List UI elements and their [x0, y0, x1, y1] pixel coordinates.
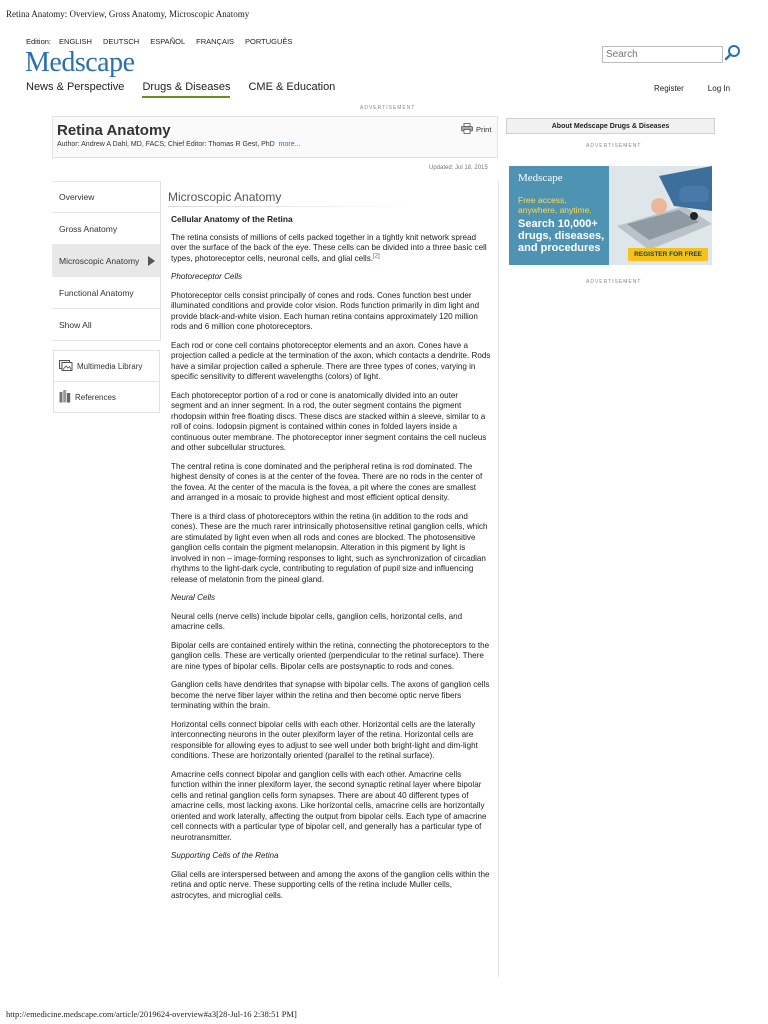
- ad-tagline-line: anywhere, anytime.: [518, 205, 592, 215]
- section-nav-label: Show All: [59, 319, 92, 330]
- paragraph: Amacrine cells connect bipolar and ganglion cells with each other. Amacrine cells function within the inner plexiform layer, the second synaptic retinal layer where bipolar cells and retinal ganglion cells form synapses. There are about 40 different types of amacrine cells, most lacking axons. Like horizontal cells, amacrine cells are horizontally oriented and work laterally, affecting the output from bipolar cells. Each type of amacrine cell connects with a particular type of bipolar cell, and generally has a particular type of neurotransmitter.: [171, 769, 487, 842]
- subsection-title: Photoreceptor Cells: [171, 272, 243, 281]
- paragraph: Ganglion cells have dendrites that synapse with bipolar cells. The axons of ganglion cells become the nerve fiber layer within the retina and then become optic nerve fibers terminating within the brain.: [171, 680, 490, 710]
- medscape-ad-banner[interactable]: [509, 166, 712, 265]
- ad-tagline: [518, 195, 592, 215]
- ad-headline-line: and procedures: [518, 242, 601, 254]
- multimedia-library-link[interactable]: [54, 351, 159, 382]
- paragraph: Horizontal cells connect bipolar cells with each other. Horizontal cells are the laterally interconnecting neurons in the outer plexiform layer of the retina. Horizontal cells are responsible for allowing eyes to adjust to see well under both bright-light and dim-light conditions. These are horizontally oriented (parallel to the retinal surface).: [171, 719, 478, 760]
- medscape-logo[interactable]: Medscape: [25, 47, 135, 78]
- section-divider: [168, 206, 416, 207]
- paragraph-text: The retina consists of millions of cells packed together in a tightly knit network spread over the surface of the back of the eye. These cells can be divided into a three basic cell types, photoreceptor cells, neuronal cells, and glial cells.: [171, 232, 487, 263]
- article-authors: [57, 141, 300, 148]
- references-icon: [59, 389, 71, 405]
- section-nav-gross-anatomy[interactable]: [52, 213, 160, 245]
- paragraph: There is a third class of photoreceptors within the retina (in addition to the rods and cones). These are the much rarer intrinsically photosensitive retinal ganglion cells, which are stimulated by light even when all rods and cones are blocked. The photosensitive ganglion cells contain the pigment melanopsin. Alteration in this pigment by light is involved in non – image-forming responses to light, such as synchronization of circadian rhythms to the light-dark cycle, contributing to regulation of pupil size and influencing release of melatonin from the pineal gland.: [171, 511, 488, 584]
- paragraph: The central retina is cone dominated and the peripheral retina is rod dominated. The highest density of cones is at the center of the fovea. There are no rods in the center of the fovea. At the center of the macula is the fovea, a pit where the cones are smallest and arranged in a mosaic to provide highest and most efficient optical density.: [171, 461, 483, 502]
- arrow-right-icon: [148, 256, 155, 266]
- section-nav-functional-anatomy[interactable]: [52, 277, 160, 309]
- resource-label: References: [75, 392, 116, 402]
- edition-espanol-link[interactable]: ESPAÑOL: [150, 37, 186, 46]
- printer-icon: [461, 123, 473, 136]
- ad-headline-line: Search 10,000+: [518, 218, 598, 230]
- ad-logo: Medscape: [518, 172, 563, 184]
- nav-news-perspective[interactable]: News & Perspective: [26, 81, 125, 93]
- edition-portugues-link[interactable]: PORTUGUÊS: [245, 37, 293, 46]
- section-nav-overview[interactable]: [52, 181, 160, 213]
- register-link[interactable]: Register: [654, 84, 684, 93]
- paragraph: Each photoreceptor portion of a rod or cone is anatomically divided into an outer segment and an inner segment. In a rod, the outer segment contains the pigment rhodopsin within free floating discs. These discs are stacked within a sleeve, similar to a roll of coins. Iodopsin pigment is contained within cones in folded layers inside a continuous outer membrane. The photoreceptor inner segment contains the cell nucleus and other subcellular structures.: [171, 390, 487, 452]
- nav-cme-education[interactable]: CME & Education: [248, 81, 336, 93]
- subsection-title: Neural Cells: [171, 593, 216, 602]
- ad-tagline-line: Free access,: [518, 195, 567, 205]
- advertisement-label: ADVERTISEMENT: [360, 105, 416, 111]
- edition-deutsch-link[interactable]: DEUTSCH: [102, 37, 140, 46]
- login-link[interactable]: Log In: [707, 84, 731, 93]
- print-page-url: http://emedicine.medscape.com/article/2019624-overview#a3[28-Jul-16 2:38:51 PM]: [6, 1009, 297, 1019]
- paragraph: [171, 233, 491, 265]
- ad-headline-line: drugs, diseases,: [518, 230, 605, 242]
- paragraph: Neural cells (nerve cells) include bipolar cells, ganglion cells, horizontal cells, and amacrine cells.: [171, 611, 463, 631]
- section-nav-label: Functional Anatomy: [59, 287, 134, 298]
- section-nav-microscopic-anatomy[interactable]: [52, 245, 160, 277]
- print-label: Print: [476, 125, 492, 134]
- print-button[interactable]: [461, 123, 491, 136]
- main-navigation: [26, 81, 335, 98]
- section-heading: Microscopic Anatomy: [168, 190, 282, 204]
- print-page-title: Retina Anatomy: Overview, Gross Anatomy, Microscopic Anatomy: [6, 9, 250, 19]
- section-nav-show-all[interactable]: [52, 309, 160, 341]
- nav-drugs-diseases[interactable]: Drugs & Diseases: [142, 81, 230, 98]
- author-line: Author: Andrew A Dahl, MD, FACS; Chief Editor: Thomas R Gest, PhD: [57, 141, 275, 148]
- ad-headline: [518, 218, 604, 254]
- section-nav-label: Gross Anatomy: [59, 223, 118, 234]
- paragraph: Photoreceptor cells consist principally of cones and rods. Cones function best under illuminated conditions and provide color vision. Rods function primarily in dim light and provide black-and-white vision. Each human retina contains approximately 120 million rods and 6 million cone photoreceptors.: [171, 290, 480, 331]
- section-navigation: [52, 181, 161, 341]
- section-nav-label: Overview: [59, 192, 95, 202]
- resource-label: Multimedia Library: [77, 361, 143, 371]
- reference-link[interactable]: [2]: [373, 252, 380, 259]
- register-for-free-button[interactable]: REGISTER FOR FREE: [628, 248, 708, 261]
- advertisement-label: ADVERTISEMENT: [586, 279, 642, 285]
- updated-date: Updated: Jul 18, 2015: [429, 165, 488, 171]
- article-body: [171, 214, 491, 909]
- edition-label: Edition:: [26, 37, 52, 46]
- authors-more-link[interactable]: more...: [278, 141, 301, 148]
- subsection-title: Supporting Cells of the Retina: [171, 851, 279, 860]
- references-link[interactable]: [54, 382, 159, 412]
- paragraph: Bipolar cells are contained entirely within the retina, connecting the photoreceptors to the ganglion cells. These are vertically oriented (perpendicular to the retinal surface). There are nine types of bipolar cells. Bipolar cells are postsynaptic to rods and cones.: [171, 640, 490, 671]
- article-title: Retina Anatomy: [57, 122, 171, 139]
- section-nav-label: Microscopic Anatomy: [59, 255, 140, 266]
- multimedia-library-icon: [59, 359, 73, 373]
- account-links: [654, 84, 730, 93]
- edition-selector: [26, 37, 292, 46]
- paragraph: Each rod or cone cell contains photoreceptor elements and an axon. Cones have a projection called a pedicle at the termination of the axon, which contacts a dendrite. Rods have a similar projection called a spherule. There are three types of cones, varying in specific sensitivity to different wavelengths (colors) of light.: [171, 340, 491, 381]
- edition-english-link[interactable]: ENGLISH: [59, 37, 92, 46]
- paragraph: Glial cells are interspersed between and among the axons of the ganglion cells within the retina and optic nerve. These supporting cells of the retina include Muller cells, astrocytes, and microglial cells.: [171, 869, 490, 900]
- resources-box: [53, 350, 160, 413]
- advertisement-label: ADVERTISEMENT: [586, 143, 642, 149]
- about-medscape-drugs-diseases-button[interactable]: About Medscape Drugs & Diseases: [506, 118, 715, 134]
- search-icon[interactable]: [724, 44, 742, 62]
- edition-francais-link[interactable]: FRANÇAIS: [196, 37, 235, 46]
- search-input[interactable]: [602, 46, 723, 63]
- subsection-title: Cellular Anatomy of the Retina: [171, 214, 293, 224]
